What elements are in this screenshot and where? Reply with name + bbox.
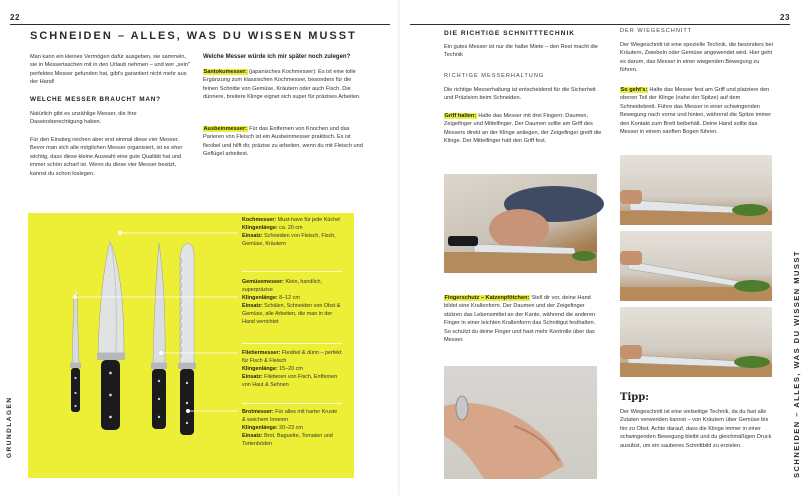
chapter-title: SCHNEIDEN – ALLES, WAS DU WISSEN MUSST [30,30,357,42]
rocking-photo-3 [620,307,772,377]
grip-term: Griff halten: [444,113,477,119]
left-page [0,0,400,495]
later-knives-heading: Welche Messer würde ich mir später noch zulegen? [203,54,351,60]
grip-photo [444,174,597,273]
claw-paragraph [444,294,602,344]
bread-knife-image [178,243,196,435]
howto-term: So geht's: [620,87,648,93]
claw-photo [444,366,597,479]
ausbein-text: Für das Entfernen von Knochen und das Parieren von Fleisch ist ein Ausbeinmesser praktisch. Es ist flexibel und hilft dir, präzise zu arbeiten, wenn du mit Fleisch und Geflügel arbeitest. [203,126,363,158]
holding-heading: RICHTIGE MESSERHALTUNG [444,73,545,79]
section-paragraph-2: Für den Einstieg reichen aber erst einmal diese vier Messer. Bevor man sich alle möglichen Messer organisiert, ist es eher wichtig, dass diese kleine Auswahl eine gute Qualität hat und immer schön scharf ist. Wenn du diese vier Messer besitzt, kannst du schon loslegen. [30,137,183,177]
grip-text: Halte das Messer mit drei Fingern: Daumen, Zeigefinger und Mittelfinger. Der Daumen sollte am Griff des Messers direkt an der Klinge anliegen, der Zeigefinger greift die Klinge. Der Mittelfinger hält den Griff fest. [444,113,602,145]
label-divider-3 [242,403,342,404]
knife-label-paring: Gemüsemesser: Klein, handlich, superpräzise Klingenlänge: 8–12 cm Einsatz: Schälen, Schneiden von Obst & Gemüse, alle Arbeiten, die man in der Hand verrichtet [242,279,341,325]
holding-text: Die richtige Messerhaltung ist entscheidend für die Sicherheit und Präzision beim Schneiden. [444,87,596,102]
santoku-paragraph [203,68,368,102]
leader-dot-paring [73,295,77,299]
rocking-heading: DER WIEGESCHNITT [620,28,693,34]
section-heading-which-knives: WELCHE MESSER BRAUCHT MAN? [30,96,161,103]
fillet-knife-image [151,243,167,429]
howto-text: Halte das Messer fest am Griff und platziere den oberen Teil der Klinge (nahe der Spitze) auf dem Schneidebrett. Führe das Messer in einer schwingenden Bewegung nach vorne und hinten, während die Spitze immer den Kontakt zum Brett beibehält. Deine Hand sollte das Messer in einem sanften Bogen führen. [620,87,772,136]
chef-knife-image [97,241,125,430]
knife-label-fillet: Filetiermesser: Flexibel & dünn – perfekt für Fisch & Fleisch Klingenlänge: 15–20 cm Einsatz: Filetieren von Fisch, Entfernen von Haut & Sehnen [242,350,342,388]
rocking-photo-2 [620,231,772,301]
technique-intro: Ein gutes Messer ist nur die halbe Miete – den Rest macht die Technik [444,44,598,59]
section-paragraph-1: Natürlich gibt es unzählige Messer, die ihre Daseinsberechtigung haben. [30,111,137,126]
leader-dot-fillet [159,351,163,355]
ausbein-paragraph [203,125,368,159]
label-divider-1 [242,271,342,272]
side-label-grundlagen: GRUNDLAGEN [6,396,13,458]
claw-term: Fingerschutz – Katzenpfötchen: [444,295,530,301]
grip-paragraph [444,112,602,146]
technique-heading: DIE RICHTIGE SCHNITTTECHNIK [444,30,576,37]
leader-dot-bread [186,409,190,413]
howto-paragraph [620,86,776,136]
claw-text: Stell dir vor, deine Hand bildet eine Krallenform. Der Daumen und der Zeigefinger stützen das Lebensmittel an der Kante, während die anderen Finger in einer leichten Krallenform das Schnittgut festhalten. So schützt du deine Finger und hast mehr Kontrolle über das Messer. [444,295,596,344]
claw-photo-illustration [444,366,597,479]
label-divider-2 [242,343,342,344]
santoku-text: (japanisches Kochmesser): Es ist eine tolle Ergänzung zum klassischen Kochmesser, besonders für die feinen Schnitte von Gemüse, Kräutern oder auch Fisch. Die dünnere, breitere Klinge eignet sich super für präzises Arbeiten. [203,69,361,101]
intro-paragraph: Man kann ein kleines Vermögen dafür ausgeben, sie sammeln, sie in Messertaschen mit in den Urlaub nehmen – und wer „sein" perfektes Messer gefunden hat, gibt's garantiert nicht mehr aus der Hand! [30,54,190,86]
leader-dot-chef [118,231,122,235]
rocking-photo-1 [620,155,772,225]
header-rule-left [10,24,390,25]
page-number-right: 23 [780,13,790,22]
tip-heading: Tipp: [620,392,649,403]
knife-label-chef: Kochmesser: Must-have für jede Küche! Klingenlänge: ca. 20 cm Einsatz: Schneiden von Fleisch, Fisch, Gemüse, Kräutern [242,217,341,247]
ausbein-term: Ausbeinmesser: [203,126,248,132]
paring-knife-image [70,289,81,412]
santoku-term: Santokumesser: [203,69,248,75]
knife-label-bread: Brotmesser: Für alles mit harter Kruste & weichem Inneren Klingenlänge: 20–23 cm Einsatz: Brot, Baguette, Tomaten und Tortenböden [242,409,338,447]
page-number-left: 22 [10,13,20,22]
side-label-chapter: SCHNEIDEN – ALLES, WAS DU WISSEN MUSST [792,250,801,478]
header-rule-right [410,24,790,25]
rocking-text: Der Wiegeschnitt ist eine spezielle Technik, die besonders bei Kräutern, Zwiebeln oder Gemüse angewendet wird. Hier geht es darum, das Messer in einer wiegenden Bewegung zu führen. [620,42,773,74]
right-page [400,0,800,495]
tip-text: Der Wiegeschnitt ist eine vielseitige Technik, da du fast alle Zutaten verwenden kannst – von Kräutern über Gemüse bis hin zu Obst. Achte darauf, dass die Klinge immer in einer schwingenden Bewegung bleibt und du gleichmäßigen Druck ausübst, um ein sauberes Schnittbild zu erzielen. [620,409,772,449]
knife-panel [28,213,354,478]
grip-photo-illustration [444,174,597,273]
